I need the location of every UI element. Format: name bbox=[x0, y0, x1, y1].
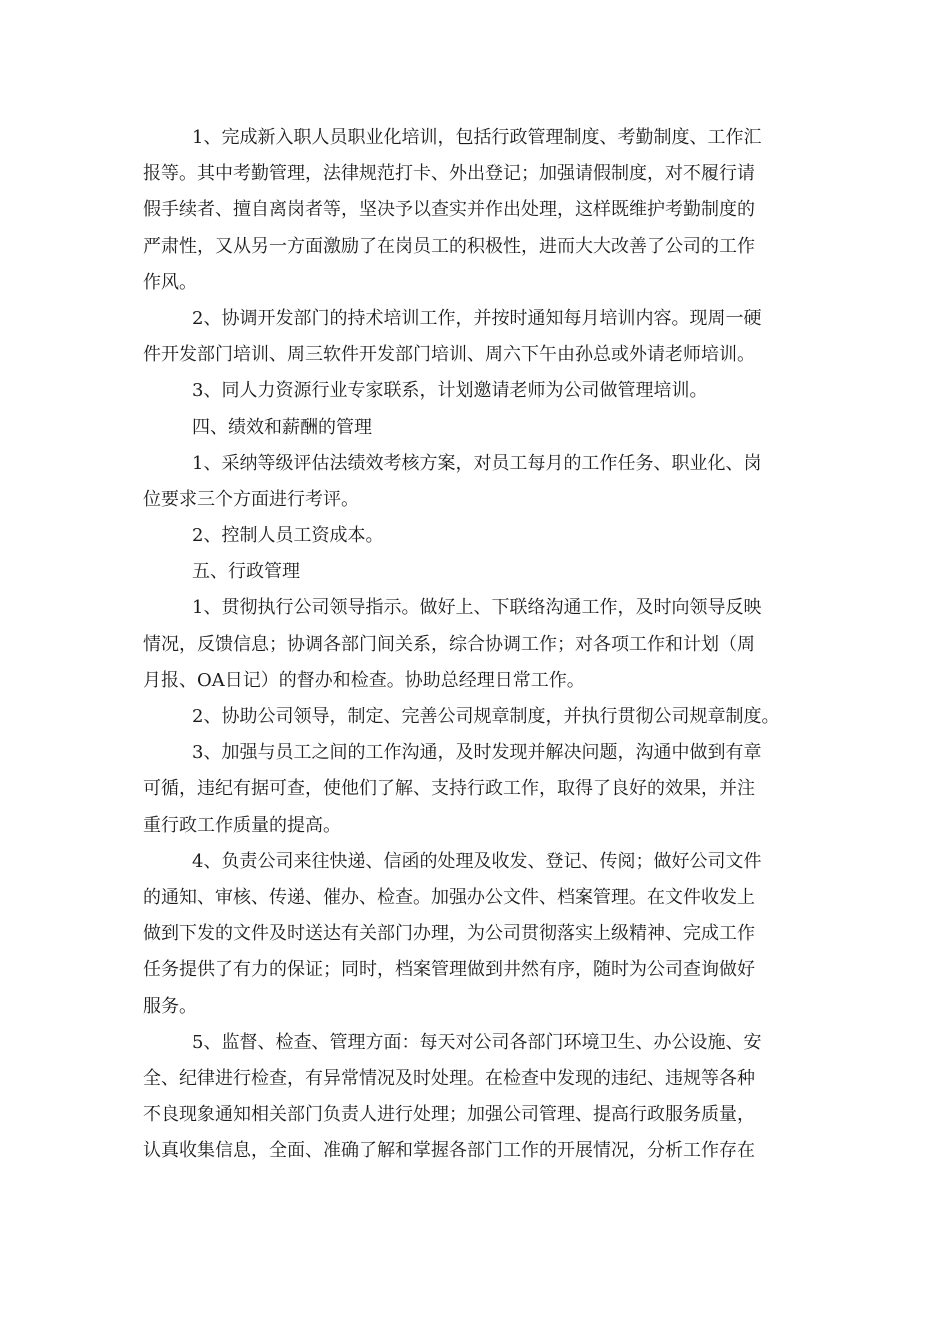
paragraph-line: 的通知、审核、传递、催办、检查。加强办公文件、档案管理。在文件收发上 bbox=[143, 886, 755, 908]
paragraph-line: 5、监督、检查、管理方面：每天对公司各部门环境卫生、办公设施、安 bbox=[192, 1031, 762, 1053]
paragraph-line: 2、协助公司领导，制定、完善公司规章制度，并执行贯彻公司规章制度。 bbox=[192, 706, 780, 727]
paragraph-line: 不良现象通知相关部门负责人进行处理；加强公司管理、提高行政服务质量， bbox=[143, 1104, 755, 1126]
paragraph-line: 2、协调开发部门的持术培训工作，并按时通知每月培训内容。现周一硬 bbox=[192, 307, 762, 329]
paragraph-line: 1、采纳等级评估法绩效考核方案，对员工每月的工作任务、职业化、岗 bbox=[192, 452, 762, 474]
paragraph-line: 可循，违纪有据可查，使他们了解、支持行政工作，取得了良好的效果，并注 bbox=[143, 778, 755, 800]
paragraph-line: 情况，反馈信息；协调各部门间关系，综合协调工作；对各项工作和计划（周 bbox=[143, 633, 755, 655]
paragraph-line: 重行政工作质量的提高。 bbox=[143, 814, 341, 836]
paragraph-line: 月报、OA日记）的督办和检查。协助总经理日常工作。 bbox=[143, 669, 585, 691]
paragraph-line: 服务。 bbox=[143, 995, 197, 1017]
paragraph-line: 4、负责公司来往快递、信函的处理及收发、登记、传阅；做好公司文件 bbox=[192, 850, 762, 872]
paragraph-line: 件开发部门培训、周三软件开发部门培训、周六下午由孙总或外请老师培训。 bbox=[143, 344, 755, 366]
document-body bbox=[143, 120, 813, 1169]
paragraph-line: 严肃性，又从另一方面激励了在岗员工的积极性，进而大大改善了公司的工作 bbox=[143, 235, 755, 257]
section-heading: 五、行政管理 bbox=[192, 561, 300, 583]
paragraph-line: 1、贯彻执行公司领导指示。做好上、下联络沟通工作，及时向领导反映 bbox=[192, 597, 762, 619]
paragraph-line: 全、纪律进行检查，有异常情况及时处理。在检查中发现的违纪、违规等各种 bbox=[143, 1067, 755, 1089]
paragraph-line: 1、完成新入职人员职业化培训，包括行政管理制度、考勤制度、工作汇 bbox=[192, 127, 762, 148]
paragraph-line: 任务提供了有力的保证；同时，档案管理做到井然有序，随时为公司查询做好 bbox=[143, 959, 755, 981]
paragraph-line: 做到下发的文件及时送达有关部门办理，为公司贯彻落实上级精神、完成工作 bbox=[143, 923, 755, 945]
paragraph-line: 作风。 bbox=[143, 271, 197, 293]
paragraph-line: 3、加强与员工之间的工作沟通，及时发现并解决问题，沟通中做到有章 bbox=[192, 742, 762, 764]
paragraph-line: 假手续者、擅自离岗者等，坚决予以查实并作出处理，这样既维护考勤制度的 bbox=[143, 199, 755, 221]
section-heading: 四、绩效和薪酬的管理 bbox=[192, 416, 372, 438]
paragraph-line: 3、同人力资源行业专家联系，计划邀请老师为公司做管理培训。 bbox=[192, 380, 708, 402]
paragraph-line: 认真收集信息，全面、准确了解和掌握各部门工作的开展情况，分析工作存在 bbox=[143, 1140, 755, 1162]
paragraph-line: 报等。其中考勤管理，法律规范打卡、外出登记；加强请假制度，对不履行请 bbox=[143, 163, 755, 185]
paragraph-line: 2、控制人员工资成本。 bbox=[192, 525, 384, 547]
paragraph-line: 位要求三个方面进行考评。 bbox=[143, 488, 359, 510]
